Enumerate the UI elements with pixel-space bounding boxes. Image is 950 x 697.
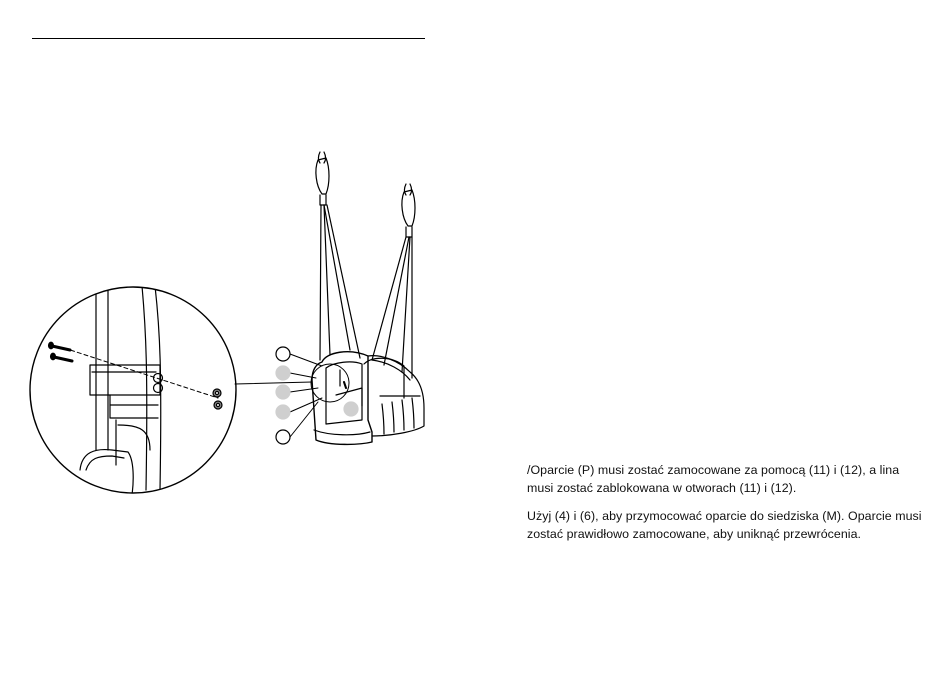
detail-zoom-view — [30, 286, 236, 495]
screw-icon — [49, 342, 73, 361]
carabiner-icon — [402, 184, 415, 237]
instruction-line: musi zostać zablokowana w otworach (11) i (12). — [527, 481, 797, 495]
swing-drawing — [311, 152, 424, 444]
instruction-line: Użyj (4) i (6), aby przymocować oparcie do siedziska (M). Oparcie musi — [527, 509, 922, 523]
instruction-text — [527, 461, 927, 553]
instruction-paragraph-2 — [527, 507, 927, 543]
nut-icon — [213, 389, 222, 409]
instruction-line: zostać prawidłowo zamocowane, aby uniknąć przewrócenia. — [527, 527, 862, 541]
carabiner-icon — [316, 152, 329, 205]
instruction-paragraph-1 — [527, 461, 927, 497]
instruction-line: /Oparcie (P) musi zostać zamocowane za pomocą (11) i (12), a lina — [527, 463, 900, 477]
